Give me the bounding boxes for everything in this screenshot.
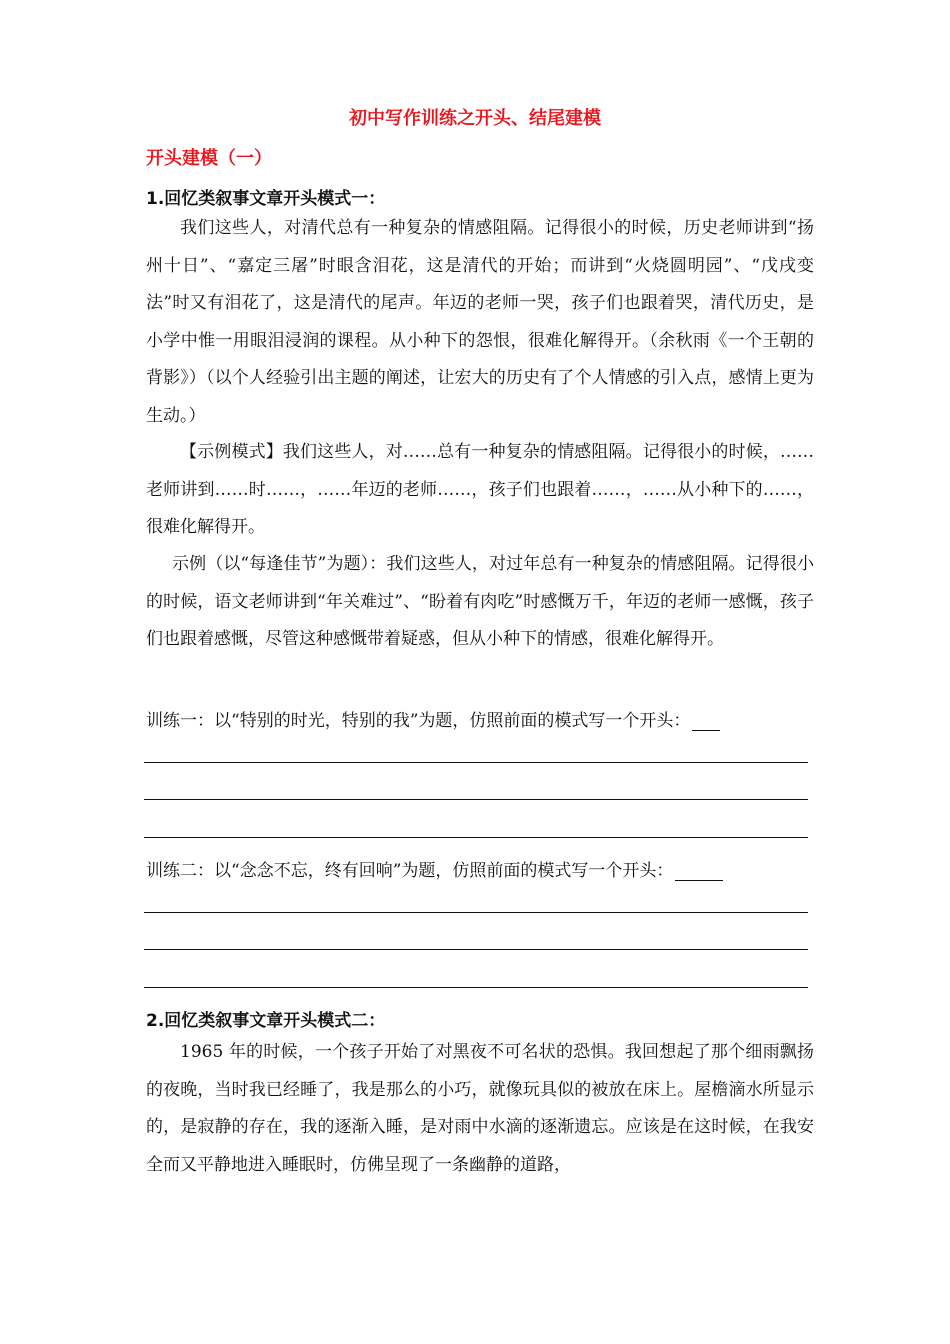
exercise-one-prompt: 训练一：以“特别的时光，特别的我”为题，仿照前面的模式写一个开头： <box>146 711 691 731</box>
part2-passage: 1965 年的时候，一个孩子开始了对黑夜不可名状的恐惧。我回想起了那个细雨飘扬的夜晚，当时我已经睡了，我是那么的小巧，就像玩具似的被放在床上。屋檐滴水所显示的，是寂静的存在，我的逐渐入睡，是对雨中水滴的逐渐遗忘。应该是在这时候，在我安全而又平静地进入睡眠时，仿佛呈现了一条幽静的道路， <box>146 1042 814 1175</box>
answer-line[interactable] <box>144 912 808 913</box>
exercise-one <box>146 706 720 731</box>
answer-line[interactable] <box>144 837 808 838</box>
example-paragraph: 示例（以“每逢佳节”为题）：我们这些人，对过年总有一种复杂的情感阻隔。记得很小的时候，语文老师讲到“年关难过”、“盼着有肉吃”时感慨万千，年迈的老师一感慨，孩子们也跟着感慨，尽管这种感慨带着疑惑，但从小种下的情感，很难化解得开。 <box>146 554 814 649</box>
part1-passage: 我们这些人，对清代总有一种复杂的情感阻隔。记得很小的时候，历史老师讲到“扬州十日”、“嘉定三屠”时眼含泪花，这是清代的开始；而讲到“火烧圆明园”、“戊戌变法”时又有泪花了，这是清代的尾声。年迈的老师一哭，孩子们也跟着哭，清代历史，是小学中惟一用眼泪浸润的课程。从小种下的怨恨，很难化解得开。（余秋雨《一个王朝的背影》）（以个人经验引出主题的阐述，让宏大的历史有了个人情感的引入点，感情上更为生动。） <box>146 218 814 426</box>
part1-heading: 1.回忆类叙事文章开头模式一： <box>146 189 386 209</box>
section-heading: 开头建模（一） <box>146 148 272 169</box>
exercise-two <box>146 856 723 881</box>
exercise-two-prompt: 训练二：以“念念不忘，终有回响”为题，仿照前面的模式写一个开头： <box>146 861 674 881</box>
exercise-two-blank[interactable] <box>675 862 723 881</box>
exercise-one-blank[interactable] <box>692 712 720 731</box>
answer-line[interactable] <box>144 762 808 763</box>
part2-heading: 2.回忆类叙事文章开头模式二： <box>146 1011 386 1031</box>
answer-line[interactable] <box>144 987 808 988</box>
answer-line[interactable] <box>144 799 808 800</box>
answer-line[interactable] <box>144 949 808 950</box>
pattern-paragraph: 【示例模式】我们这些人，对……总有一种复杂的情感阻隔。记得很小的时候，……老师讲到……时……，……年迈的老师……，孩子们也跟着……，……从小种下的……，很难化解得开。 <box>146 442 814 537</box>
document-title: 初中写作训练之开头、结尾建模 <box>349 108 601 129</box>
